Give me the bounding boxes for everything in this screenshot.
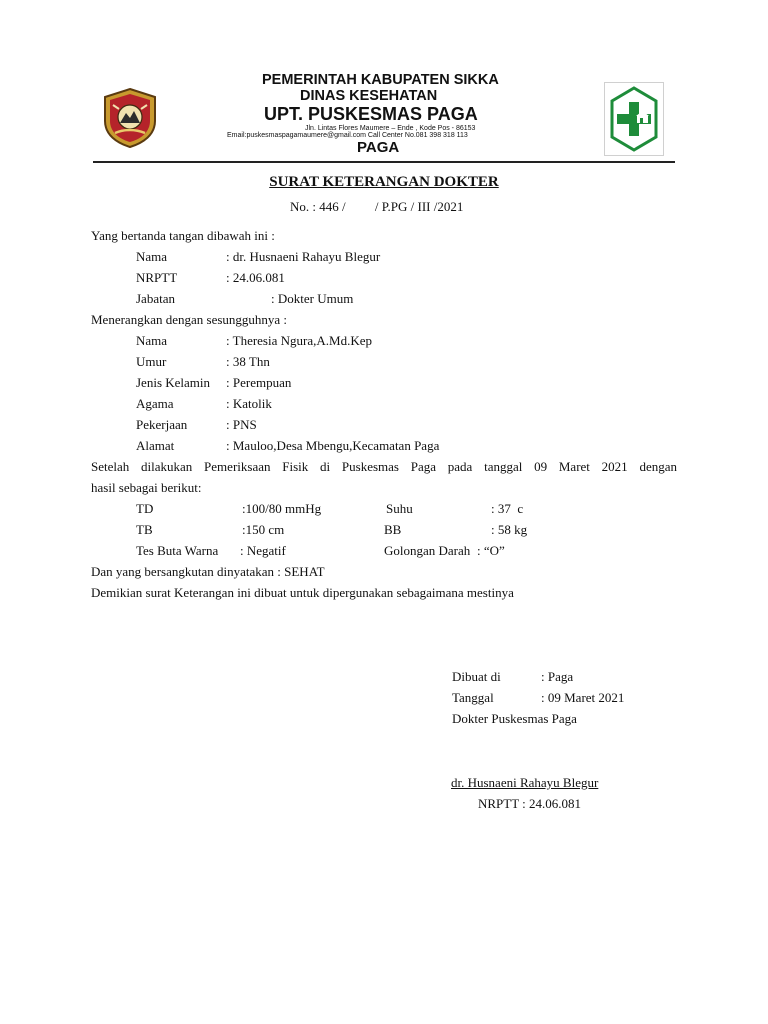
result-blood-label: Golongan Darah [384,543,471,558]
result-colorblind-value: : Negatif [240,543,286,558]
result-suhu-label: Suhu [386,501,413,516]
signer-position-label: Jabatan [136,291,175,306]
signer-nrptt-value: : 24.06.081 [226,270,285,285]
header-department: DINAS KESEHATAN [300,88,438,104]
header-town: PAGA [357,139,400,156]
patient-sex-label: Jenis Kelamin [136,375,211,390]
exam-text-line2: hasil sebagai berikut: [91,480,202,495]
patient-job-value: : PNS [226,417,257,432]
header-contact: Email:puskesmaspagamaumere@gmail.com Call Center No.081 398 318 113 [227,132,468,139]
result-td-value: :100/80 mmHg [242,501,322,516]
patient-age-value: : 38 Thn [226,354,270,369]
patient-age-label: Umur [136,354,167,369]
patient-address-label: Alamat [136,438,175,453]
result-blood-value: : “O” [477,543,505,558]
result-colorblind-label: Tes Buta Warna [136,543,219,558]
result-bb-label: BB [384,522,402,537]
result-tb-label: TB [136,522,153,537]
conclusion-text: Dan yang bersangkutan dinyatakan : SEHAT [91,564,325,579]
declare-text: Menerangkan dengan sesungguhnya : [91,312,288,327]
patient-religion-value: : Katolik [226,396,272,411]
header-institution: UPT. PUSKESMAS PAGA [264,104,478,124]
patient-job-label: Pekerjaan [136,417,188,432]
puskesmas-logo [604,82,664,156]
sign-date-value: : 09 Maret 2021 [541,690,625,705]
result-bb-value: : 58 kg [491,522,528,537]
document-number: No. : 446 / / P.PG / III /2021 [290,199,464,214]
signer-nrptt-label: NRPTT [136,270,178,285]
patient-religion-label: Agama [136,396,174,411]
header-government: PEMERINTAH KABUPATEN SIKKA [262,72,499,88]
patient-sex-value: : Perempuan [226,375,292,390]
sign-place-label: Dibuat di [452,669,501,684]
signer-position-value: : Dokter Umum [271,291,354,306]
patient-name-label: Nama [136,333,168,348]
signer-name-label: Nama [136,249,168,264]
patient-name-value: : Theresia Ngura,A.Md.Kep [226,333,372,348]
result-tb-value: :150 cm [242,522,285,537]
exam-text-line1: Setelah dilakukan Pemeriksaan Fisik di Puskesmas Paga pada tanggal 09 Maret 2021 dengan [91,459,677,474]
sign-place-value: : Paga [541,669,574,684]
intro-text: Yang bertanda tangan dibawah ini : [91,228,275,243]
sign-date-label: Tanggal [452,690,494,705]
document-title: SURAT KETERANGAN DOKTER [269,174,499,190]
sikka-regency-seal [101,87,159,149]
patient-address-value: : Mauloo,Desa Mbengu,Kecamatan Paga [226,438,440,453]
closing-text: Demikian surat Keterangan ini dibuat untuk dipergunakan sebagaimana mestinya [91,585,514,600]
result-td-label: TD [136,501,154,516]
sign-role: Dokter Puskesmas Paga [452,711,577,726]
sign-doctor-nrptt: NRPTT : 24.06.081 [478,796,582,811]
header-divider [93,161,675,163]
header-address: Jln. Lintas Flores Maumere – Ende , Kode Pos - 86153 [305,125,476,132]
result-suhu-value: : 37 c [491,501,524,516]
sign-doctor-name: dr. Husnaeni Rahayu Blegur [451,775,599,790]
signer-name-value: : dr. Husnaeni Rahayu Blegur [226,249,381,264]
